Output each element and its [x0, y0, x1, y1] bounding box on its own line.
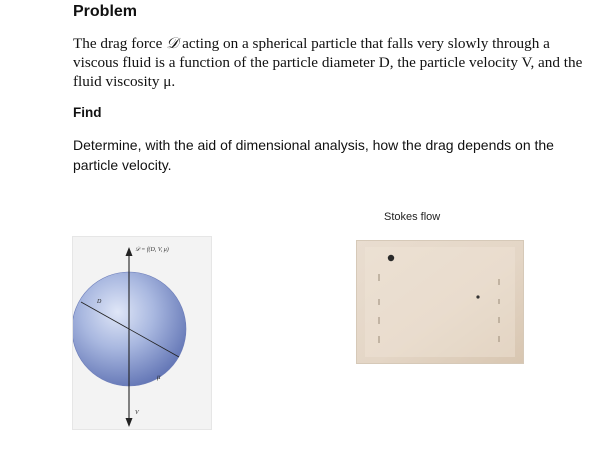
sphere-diagram: [73, 237, 211, 429]
problem-text-start: The drag force: [73, 35, 167, 52]
stokes-flow-caption: Stokes flow: [384, 211, 441, 223]
stokes-flow-image: [357, 241, 523, 363]
sphere-drag-figure: [72, 236, 212, 430]
problem-heading: Problem: [73, 3, 138, 20]
diameter-label: D: [97, 299, 102, 305]
velocity-label: V: [135, 410, 139, 416]
velocity-arrow-head: [126, 418, 133, 427]
sphere-large: [388, 255, 394, 261]
problem-statement: [73, 34, 598, 91]
drag-force-symbol: 𝒟: [166, 35, 179, 52]
sphere-small: [476, 295, 479, 298]
problem-text-end: acting on a spherical particle that falls very slowly through a viscous fluid is a function of the particle diameter D, the particle velocity V, and the fluid viscosity μ.: [73, 35, 583, 90]
viscosity-label: μ: [157, 373, 161, 381]
drag-equation-label: 𝒟 = f(D, V, μ): [135, 247, 169, 253]
drag-arrow-head: [126, 247, 133, 256]
find-heading: Find: [73, 105, 102, 120]
find-statement: Determine, with the aid of dimensional analysis, how the drag depends on the particle velocity.: [73, 137, 554, 173]
tank-inner-glow: [365, 247, 515, 357]
stokes-flow-photo: [356, 240, 524, 364]
